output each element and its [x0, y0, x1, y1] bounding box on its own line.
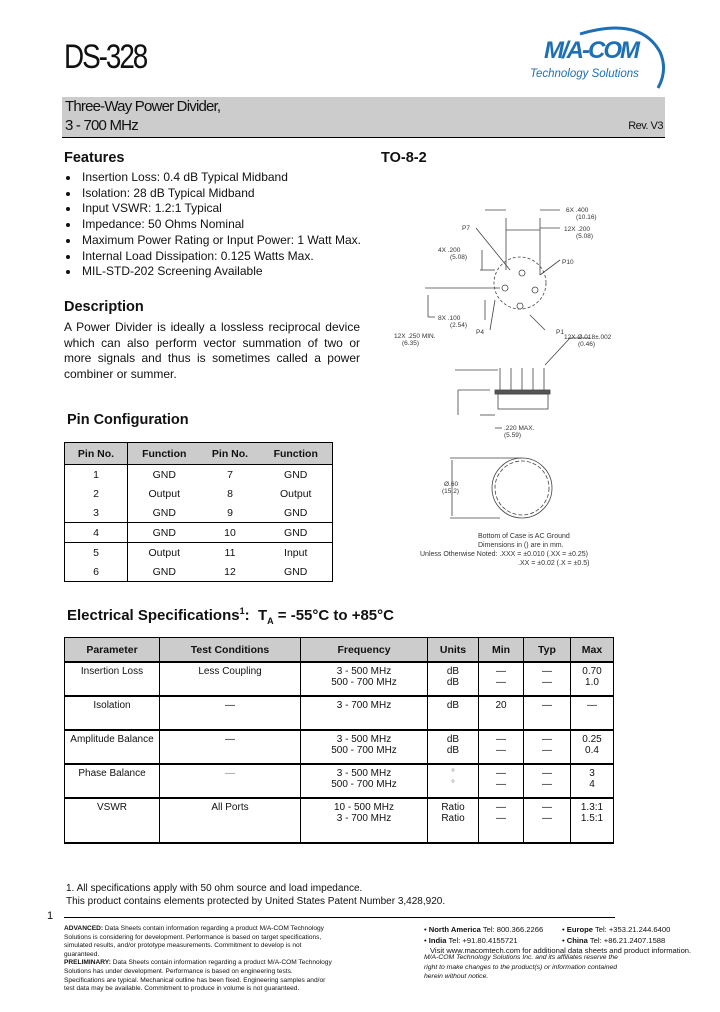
disclaimer — [64, 925, 334, 994]
features-list — [64, 170, 361, 280]
max-cell: 3 4 — [571, 764, 614, 798]
table-row — [65, 730, 614, 764]
pin-number: 1 — [65, 465, 128, 485]
column-header: Function — [128, 443, 201, 465]
pin-function: GND — [152, 468, 176, 481]
conditions-cell: All Ports — [160, 798, 301, 843]
feature-item: Insertion Loss: 0.4 dB Typical Midband — [64, 170, 361, 186]
frequency-cell: 3 - 500 MHz 500 - 700 MHz — [301, 730, 428, 764]
contact-info: • North America Tel: 800.366.2266 • Europe Tel: +353.21.244.6400 • India Tel: +91.80.4155721 • China Tel: +86.21.2407.1588 Visit www.macomtech.com for additional data sheets and product information. — [424, 925, 692, 955]
table-row — [65, 465, 333, 485]
dim-label: (10.16) — [576, 214, 597, 221]
patent-notice: This product contains elements protected by United States Patent Number 3,428,920. — [66, 896, 446, 907]
units-cell: Ratio Ratio — [428, 798, 479, 843]
dim-label: (6.35) — [402, 340, 419, 347]
dim-label: 4X .200 — [438, 247, 461, 254]
feature-item: MIL-STD-202 Screening Available — [64, 264, 361, 280]
column-header: Min — [479, 638, 524, 663]
package-note: Unless Otherwise Noted: .XXX = ±0.010 (.XX = ±0.25) — [420, 551, 588, 558]
table-row — [65, 523, 333, 543]
temp-subscript: A — [267, 616, 274, 626]
dim-label: (5.08) — [450, 254, 467, 261]
pin-number: 12 — [201, 562, 260, 582]
pin-function: Input — [259, 543, 332, 563]
dim-label: 12X Ø.018±.002 — [564, 334, 612, 341]
parameter-cell: Insertion Loss — [65, 662, 160, 696]
units-cell: ° ° — [428, 764, 479, 798]
pin-function: GND — [259, 503, 332, 523]
title-band — [62, 97, 665, 138]
conditions-cell: Less Coupling — [160, 662, 301, 696]
units-cell: dB — [428, 696, 479, 730]
pin-number: 7 — [227, 468, 233, 481]
parameter-cell: Isolation — [65, 696, 160, 730]
region-china: China — [566, 935, 588, 945]
electrical-specs-heading: Electrical Specifications$^1$: $T_A = -55^\circ C$ to +85°C — [67, 606, 394, 626]
max-cell: — — [571, 696, 614, 730]
description-text: A Power Divider is ideally a lossless reciprocal device which can also perform vector summation of two or more signals and thus is sometimes called a power combiner or summer. — [64, 320, 360, 381]
pin-number: 11 — [201, 543, 260, 563]
dim-label: .220 MAX. — [504, 425, 535, 432]
min-cell: — — — [479, 764, 524, 798]
dim-label: 12X .200 — [564, 226, 591, 233]
dim-label: 6X .400 — [566, 207, 589, 214]
conditions-cell: — — [160, 696, 301, 730]
pin-config-heading: Pin Configuration — [67, 412, 189, 428]
rights-notice: M/A-COM Technology Solutions Inc. and its affiliates reserve the right to make changes to the product(s) or information contained herein without notice. — [424, 954, 618, 980]
package-note: Bottom of Case is AC Ground — [478, 533, 570, 540]
pin-label: P1 — [556, 329, 564, 336]
electrical-specs-table — [64, 637, 614, 844]
pin-number: 3 — [65, 503, 128, 523]
dim-label: (2.54) — [450, 322, 467, 329]
document-id: DS-328 — [64, 38, 147, 76]
pin-function: Output — [128, 543, 201, 563]
conditions-cell: — — [160, 764, 301, 798]
phone-number: Tel: +91.80.4155721 — [448, 935, 518, 945]
temp-symbol: T — [257, 607, 268, 624]
pin-function: GND — [128, 562, 201, 582]
website-link[interactable]: Visit www.macomtech.com for additional data sheets and product information. — [430, 946, 692, 955]
min-cell: — — — [479, 662, 524, 696]
region-india: India — [428, 935, 447, 945]
pin-config-table — [64, 442, 333, 582]
parameter-cell: Phase Balance — [65, 764, 160, 798]
column-header: Function — [259, 443, 332, 465]
footnote-ref: 1 — [239, 606, 245, 616]
footnote-1: 1. All specifications apply with 50 ohm source and load impedance. — [66, 883, 363, 894]
frequency-cell: 3 - 500 MHz 500 - 700 MHz — [301, 662, 428, 696]
pin-number: 4 — [65, 523, 128, 543]
pin-function: Output — [259, 484, 332, 503]
pin-function: Output — [148, 487, 181, 500]
column-header: Test Conditions — [160, 638, 301, 663]
dim-label: (5.08) — [576, 233, 593, 240]
page-number: 1 — [47, 910, 54, 922]
preliminary-label: PRELIMINARY: — [64, 959, 111, 967]
dim-label: (0.46) — [578, 341, 595, 348]
features-heading: Features — [64, 150, 125, 166]
pin-number: 10 — [201, 523, 260, 543]
dim-label: 12X .250 MIN. — [394, 333, 436, 340]
dim-label: (5.59) — [504, 432, 521, 439]
dim-label: 8X .100 — [438, 315, 461, 322]
advanced-text: Data Sheets contain information regarding a product M/A-COM Technology Solutions is considering for development. Performance is based on target specifications, simulated results, and/or prototype measurements. Commitment to develop is not guaranteed. — [64, 925, 324, 958]
footer-divider — [64, 917, 615, 918]
table-row — [65, 696, 614, 730]
table-row — [65, 662, 614, 696]
column-header: Parameter — [65, 638, 160, 663]
feature-item: Internal Load Dissipation: 0.125 Watts Max. — [64, 249, 361, 265]
frequency-cell: 3 - 500 MHz 500 - 700 MHz — [301, 764, 428, 798]
column-header: Pin No. — [65, 443, 128, 465]
pin-number: 2 — [65, 484, 128, 503]
min-cell: 20 — [479, 696, 524, 730]
package-outline-drawing — [380, 170, 620, 570]
conditions-cell: — — [160, 730, 301, 764]
table-row — [65, 543, 333, 563]
min-cell: — — — [479, 798, 524, 843]
revision-label: Rev. V3 — [628, 120, 663, 132]
temp-range: = -55°C to +85°C — [273, 607, 394, 624]
units-cell: dB dB — [428, 662, 479, 696]
parameter-cell: VSWR — [65, 798, 160, 843]
pin-function: GND — [152, 506, 176, 519]
pin-function: GND — [259, 562, 332, 582]
table-row — [65, 798, 614, 843]
max-cell: 0.70 1.0 — [571, 662, 614, 696]
table-row — [65, 764, 614, 798]
macom-logo — [510, 22, 670, 92]
column-header: Frequency — [301, 638, 428, 663]
package-note: .XX = ±0.02 (.X = ±0.5) — [518, 560, 590, 567]
column-header: Typ — [524, 638, 571, 663]
table-row — [65, 562, 333, 582]
feature-item: Impedance: 50 Ohms Nominal — [64, 217, 361, 233]
typ-cell: — — — [524, 764, 571, 798]
pin-number: 5 — [65, 543, 128, 563]
preliminary-text: Data Sheets contain information regarding a product M/A-COM Technology Solutions has under development. Performance is based on engineering tests. Specifications are typical. Mechanical outline has been fixed. Engineering samples and/or test data may be available. Commitment to produce in volume is not guaranteed. — [64, 959, 332, 993]
pin-number: 9 — [227, 506, 233, 519]
package-note: Dimensions in () are in mm. — [478, 542, 564, 549]
pin-label: P7 — [462, 225, 470, 232]
pin-function: GND — [259, 523, 332, 543]
package-heading: TO-8-2 — [381, 150, 427, 166]
table-row — [65, 484, 333, 503]
product-frequency: 3 - 700 MHz — [65, 117, 138, 134]
feature-item: Input VSWR: 1.2:1 Typical — [64, 201, 361, 217]
pin-function: GND — [128, 523, 201, 543]
phone-number: Tel: 800.366.2266 — [482, 925, 544, 934]
feature-item: Isolation: 28 dB Typical Midband — [64, 186, 361, 202]
electrical-specs-title: Electrical Specifications — [67, 607, 240, 624]
max-cell: 1.3:1 1.5:1 — [571, 798, 614, 843]
table-row — [65, 503, 333, 523]
description-heading: Description — [64, 299, 144, 315]
typ-cell: — — — [524, 730, 571, 764]
column-header: Units — [428, 638, 479, 663]
phone-number: Tel: +353.21.244.6400 — [594, 925, 671, 934]
typ-cell: — — — [524, 662, 571, 696]
max-cell: 0.25 0.4 — [571, 730, 614, 764]
column-header: Max — [571, 638, 614, 663]
product-title: Three-Way Power Divider, — [65, 98, 221, 115]
units-cell: dB dB — [428, 730, 479, 764]
pin-label: P4 — [476, 329, 484, 336]
pin-number: 6 — [65, 562, 128, 582]
dim-label: (15.2) — [442, 488, 459, 495]
logo-tagline: Technology Solutions — [530, 68, 639, 80]
region-europe: Europe — [566, 925, 593, 934]
logo-wordmark: M/A-COM — [544, 37, 638, 64]
dim-label: Ø.60 — [444, 481, 459, 488]
column-header: Pin No. — [201, 443, 260, 465]
frequency-cell: 3 - 700 MHz — [301, 696, 428, 730]
min-cell: — — — [479, 730, 524, 764]
parameter-cell: Amplitude Balance — [65, 730, 160, 764]
pin-function: GND — [259, 465, 332, 485]
typ-cell: — — [524, 696, 571, 730]
phone-number: Tel: +86.21.2407.1588 — [589, 935, 666, 945]
pin-label: P10 — [562, 259, 574, 266]
feature-item: Maximum Power Rating or Input Power: 1 Watt Max. — [64, 233, 361, 249]
advanced-label: ADVANCED: — [64, 925, 104, 932]
pin-number: 8 — [227, 487, 233, 500]
typ-cell: — — — [524, 798, 571, 843]
frequency-cell: 10 - 500 MHz 3 - 700 MHz — [301, 798, 428, 843]
region-north-america: North America — [428, 925, 481, 934]
